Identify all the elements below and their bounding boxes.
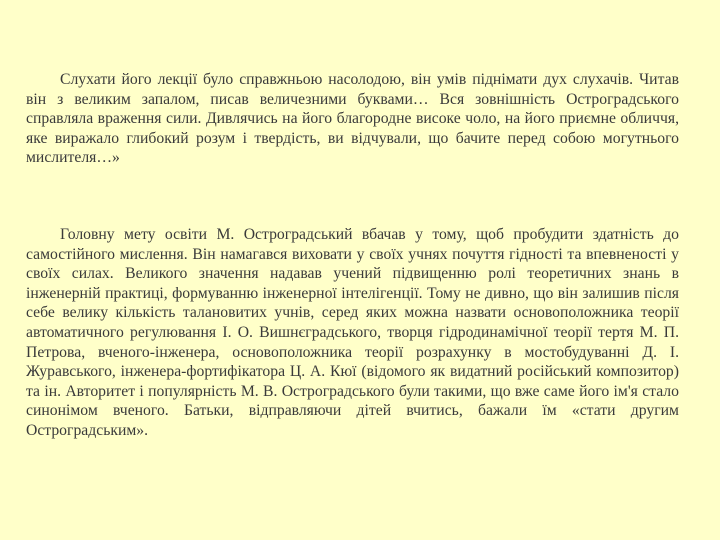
body-paragraph: Головну мету освіти М. Остроградський вбачав у тому, щоб пробудити здатність до самостійного мислення. Він намагався виховати у своїх учнях почуття гідності та впевненості у своїх силах. Великого значення надавав учений підвищенню ролі теоретичних знань в інженерній практиці, формуванню інженерної інтелігенції. Тому не дивно, що він залишив після себе велику кількість талановитих учнів, серед яких можна назвати основоположника теорії автоматичного регулювання І. О. Вишнєградського, творця гідродинамічної теорії тертя М. П. Петрова, вченого-інженера, основоположника теорії розрахунку в мостобудуванні Д. І. Журавського, інженера-фортифікатора Ц. А. Кюї (відомого як видатний російський композитор) та ін. Авторитет і популярність М. В. Остроградського були такими, що вже саме його ім'я стало синонімом вченого. Батьки, відправляючи дітей вчитись, бажали їм «стати другим Остроградським». [26, 226, 679, 439]
quote-paragraph: Слухати його лекції було справжньою насолодою, він умів піднімати дух слухачів. Читав він з великим запалом, писав величезними буквами… Вся зовнішність Остроградського справляла враження сили. Дивлячись на його благородне високе чоло, на його приємне обличчя, яке виражало глибокий розум і твердість, ви відчували, що бачите перед собою могутнього мислителя…» [26, 71, 679, 167]
